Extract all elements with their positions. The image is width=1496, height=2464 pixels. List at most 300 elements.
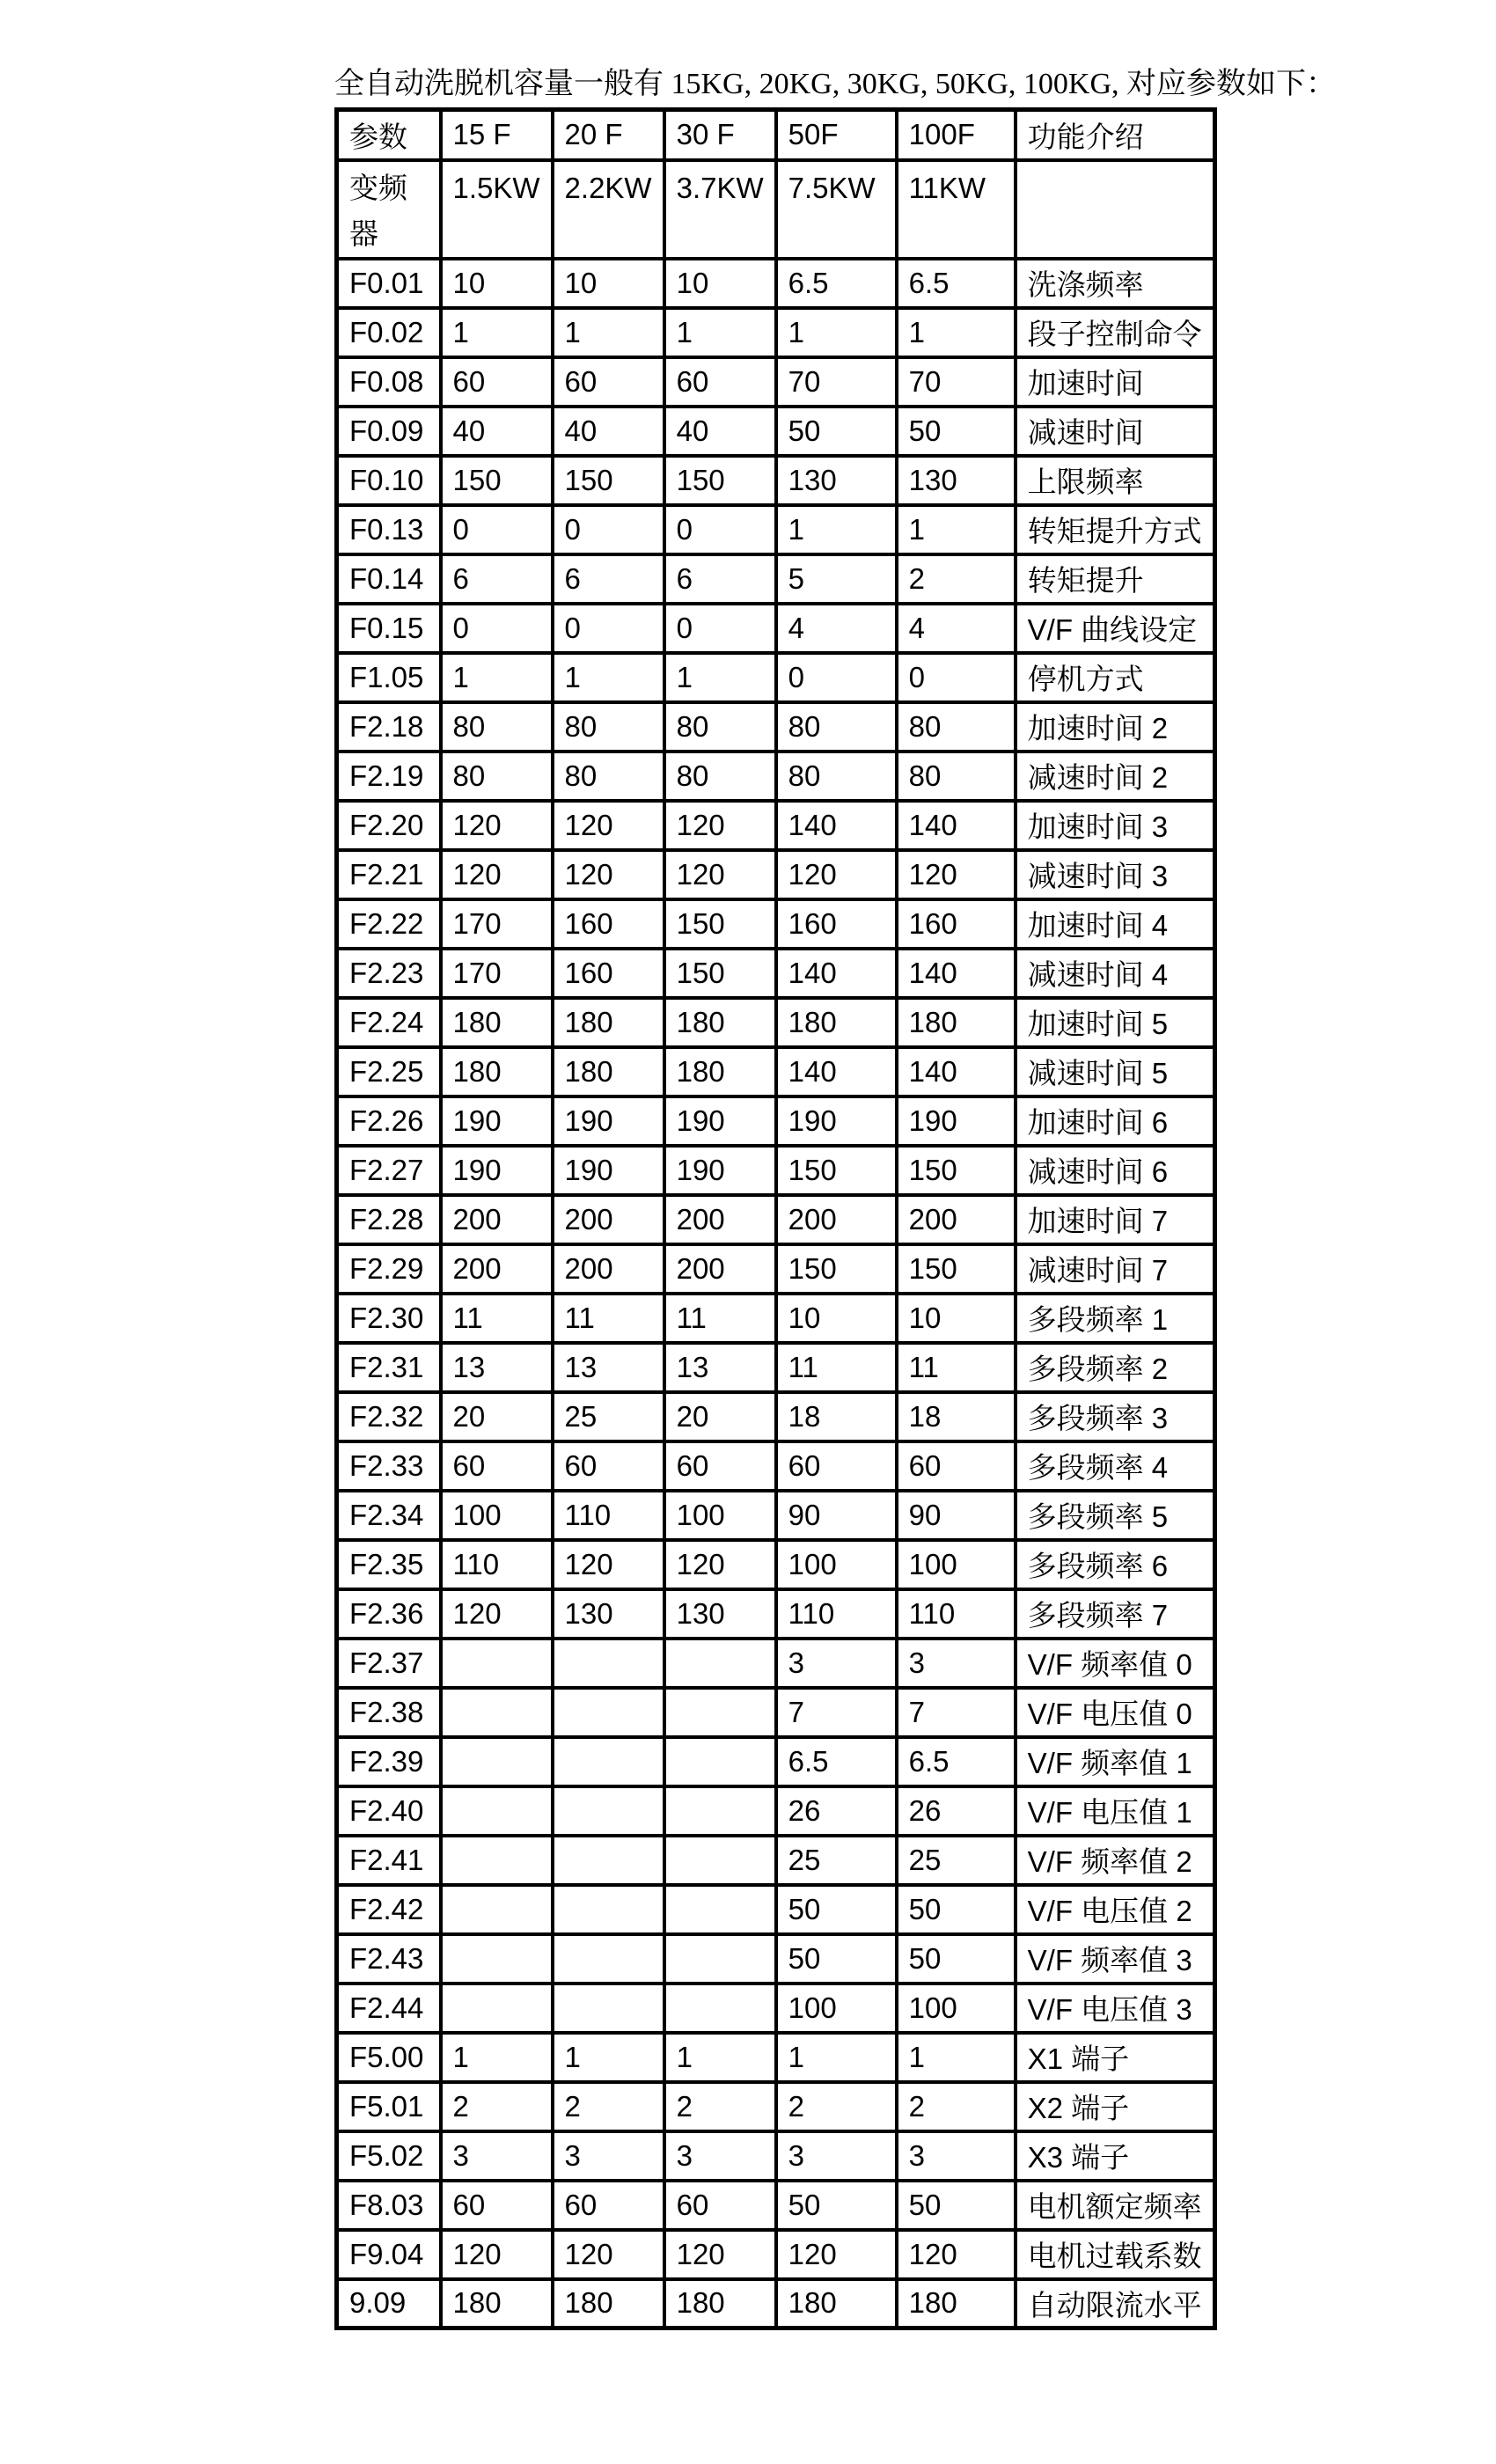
value-cell-20f: 180	[553, 2279, 664, 2328]
value-cell-30f: 190	[664, 1096, 776, 1146]
function-cell: 多段频率 4	[1016, 1441, 1215, 1491]
table-row	[337, 1934, 1215, 1984]
table-row	[337, 1392, 1215, 1441]
value-cell-100f: 110	[897, 1589, 1016, 1639]
value-cell-30f: 3.7KW	[664, 160, 776, 259]
param-cell: F2.37	[337, 1639, 441, 1688]
table-row	[337, 2181, 1215, 2230]
value-cell-50f: 4	[776, 604, 897, 653]
param-cell: F2.30	[337, 1294, 441, 1343]
value-cell-50f: 2	[776, 2082, 897, 2131]
value-cell-100f: 11	[897, 1343, 1016, 1392]
function-cell: V/F 电压值 2	[1016, 1885, 1215, 1934]
table-row	[337, 2082, 1215, 2131]
value-cell-15f: 1.5KW	[441, 160, 553, 259]
table-row	[337, 1688, 1215, 1737]
value-cell-100f: 140	[897, 801, 1016, 850]
function-cell: V/F 频率值 2	[1016, 1836, 1215, 1885]
value-cell-30f: 120	[664, 850, 776, 899]
value-cell-50f: 50	[776, 2181, 897, 2230]
value-cell-100f: 130	[897, 456, 1016, 505]
value-cell-100f: 50	[897, 407, 1016, 456]
value-cell-20f: 130	[553, 1589, 664, 1639]
param-cell: F2.36	[337, 1589, 441, 1639]
param-cell: F0.13	[337, 505, 441, 554]
value-cell-30f: 13	[664, 1343, 776, 1392]
function-cell: V/F 频率值 1	[1016, 1737, 1215, 1786]
value-cell-100f: 3	[897, 2131, 1016, 2181]
value-cell-30f: 150	[664, 949, 776, 998]
value-cell-15f: 20	[441, 1392, 553, 1441]
value-cell-50f: 6.5	[776, 259, 897, 308]
value-cell-100f: 6.5	[897, 259, 1016, 308]
value-cell-20f: 200	[553, 1195, 664, 1244]
table-row	[337, 1343, 1215, 1392]
function-cell: V/F 电压值 0	[1016, 1688, 1215, 1737]
value-cell-30f: 120	[664, 1540, 776, 1589]
value-cell-100f: 50	[897, 1934, 1016, 1984]
value-cell-30f: 150	[664, 899, 776, 949]
value-cell-15f: 150	[441, 456, 553, 505]
value-cell-15f	[441, 1836, 553, 1885]
value-cell-15f: 1	[441, 2033, 553, 2082]
param-cell: F2.18	[337, 702, 441, 752]
param-cell: 变频器	[337, 160, 441, 259]
function-cell: 多段频率 3	[1016, 1392, 1215, 1441]
value-cell-100f: 10	[897, 1294, 1016, 1343]
function-cell: 转矩提升	[1016, 554, 1215, 604]
value-cell-100f: 50	[897, 1885, 1016, 1934]
value-cell-50f: 6.5	[776, 1737, 897, 1786]
value-cell-20f: 6	[553, 554, 664, 604]
param-cell: F2.19	[337, 752, 441, 801]
function-cell: 减速时间 2	[1016, 752, 1215, 801]
param-cell: F2.35	[337, 1540, 441, 1589]
value-cell-20f: 40	[553, 407, 664, 456]
function-cell: 多段频率 1	[1016, 1294, 1215, 1343]
value-cell-100f: 0	[897, 653, 1016, 702]
param-cell: F2.34	[337, 1491, 441, 1540]
function-cell: V/F 频率值 0	[1016, 1639, 1215, 1688]
value-cell-50f: 11	[776, 1343, 897, 1392]
param-cell: F2.40	[337, 1786, 441, 1836]
value-cell-100f: 140	[897, 1047, 1016, 1096]
value-cell-100f: 70	[897, 357, 1016, 407]
value-cell-20f	[553, 1836, 664, 1885]
value-cell-15f: 80	[441, 702, 553, 752]
value-cell-20f	[553, 1737, 664, 1786]
function-cell: 多段频率 5	[1016, 1491, 1215, 1540]
value-cell-50f: 18	[776, 1392, 897, 1441]
value-cell-15f: 11	[441, 1294, 553, 1343]
function-cell: 加速时间 6	[1016, 1096, 1215, 1146]
value-cell-50f: 190	[776, 1096, 897, 1146]
value-cell-15f: 100	[441, 1491, 553, 1540]
value-cell-20f: 13	[553, 1343, 664, 1392]
value-cell-50f: 150	[776, 1244, 897, 1294]
value-cell-100f: 2	[897, 554, 1016, 604]
value-cell-15f: 200	[441, 1244, 553, 1294]
value-cell-15f: 120	[441, 1589, 553, 1639]
function-cell: 加速时间 5	[1016, 998, 1215, 1047]
value-cell-20f: 10	[553, 259, 664, 308]
value-cell-20f: 180	[553, 1047, 664, 1096]
function-cell: 加速时间 2	[1016, 702, 1215, 752]
value-cell-50f: 10	[776, 1294, 897, 1343]
table-row	[337, 1737, 1215, 1786]
function-cell: 减速时间 5	[1016, 1047, 1215, 1096]
value-cell-20f	[553, 1639, 664, 1688]
value-cell-100f: 1	[897, 2033, 1016, 2082]
value-cell-15f: 190	[441, 1146, 553, 1195]
value-cell-15f	[441, 1984, 553, 2033]
value-cell-30f: 60	[664, 2181, 776, 2230]
table-row	[337, 1441, 1215, 1491]
value-cell-15f: 1	[441, 653, 553, 702]
table-row	[337, 407, 1215, 456]
table-row	[337, 2279, 1215, 2328]
function-cell: V/F 曲线设定	[1016, 604, 1215, 653]
value-cell-50f: 1	[776, 2033, 897, 2082]
value-cell-50f: 140	[776, 801, 897, 850]
param-cell: F5.01	[337, 2082, 441, 2131]
value-cell-50f: 26	[776, 1786, 897, 1836]
value-cell-20f	[553, 1885, 664, 1934]
table-row	[337, 1195, 1215, 1244]
value-cell-15f: 0	[441, 604, 553, 653]
value-cell-20f: 2	[553, 2082, 664, 2131]
value-cell-20f: 200	[553, 1244, 664, 1294]
value-cell-30f: 120	[664, 2230, 776, 2279]
value-cell-30f: 11	[664, 1294, 776, 1343]
function-cell: 减速时间	[1016, 407, 1215, 456]
value-cell-50f: 160	[776, 899, 897, 949]
value-cell-100f: 11KW	[897, 160, 1016, 259]
value-cell-20f: 190	[553, 1096, 664, 1146]
function-cell: 加速时间 4	[1016, 899, 1215, 949]
value-cell-20f: 1	[553, 2033, 664, 2082]
param-cell: F2.25	[337, 1047, 441, 1096]
value-cell-100f: 6.5	[897, 1737, 1016, 1786]
param-cell: F2.24	[337, 998, 441, 1047]
value-cell-30f	[664, 1737, 776, 1786]
value-cell-15f: 60	[441, 357, 553, 407]
value-cell-100f: 150	[897, 1146, 1016, 1195]
value-cell-30f: 60	[664, 357, 776, 407]
value-cell-15f: 60	[441, 1441, 553, 1491]
value-cell-15f: 190	[441, 1096, 553, 1146]
value-cell-20f: 2.2KW	[553, 160, 664, 259]
function-cell	[1016, 160, 1215, 259]
function-cell: 减速时间 6	[1016, 1146, 1215, 1195]
table-row	[337, 1836, 1215, 1885]
table-row	[337, 1047, 1215, 1096]
inverter-power-row	[337, 160, 1215, 259]
table-row	[337, 259, 1215, 308]
value-cell-30f	[664, 1786, 776, 1836]
value-cell-15f	[441, 1688, 553, 1737]
param-cell: F2.21	[337, 850, 441, 899]
function-cell: 加速时间 7	[1016, 1195, 1215, 1244]
value-cell-100f: 26	[897, 1786, 1016, 1836]
column-header-0: 参数	[337, 110, 441, 160]
value-cell-20f: 160	[553, 949, 664, 998]
value-cell-20f: 60	[553, 1441, 664, 1491]
value-cell-50f: 1	[776, 308, 897, 357]
table-row	[337, 1294, 1215, 1343]
value-cell-20f: 120	[553, 2230, 664, 2279]
value-cell-50f: 150	[776, 1146, 897, 1195]
table-row	[337, 1146, 1215, 1195]
value-cell-50f: 50	[776, 1885, 897, 1934]
column-header-5: 100F	[897, 110, 1016, 160]
value-cell-100f: 25	[897, 1836, 1016, 1885]
value-cell-100f: 4	[897, 604, 1016, 653]
function-cell: 自动限流水平	[1016, 2279, 1215, 2328]
param-cell: F0.02	[337, 308, 441, 357]
value-cell-100f: 100	[897, 1540, 1016, 1589]
param-cell: F0.10	[337, 456, 441, 505]
param-cell: 9.09	[337, 2279, 441, 2328]
value-cell-15f: 60	[441, 2181, 553, 2230]
value-cell-50f: 7	[776, 1688, 897, 1737]
param-cell: F2.44	[337, 1984, 441, 2033]
value-cell-30f: 200	[664, 1244, 776, 1294]
table-row	[337, 1540, 1215, 1589]
param-cell: F2.20	[337, 801, 441, 850]
value-cell-15f: 180	[441, 2279, 553, 2328]
table-row	[337, 554, 1215, 604]
value-cell-15f: 6	[441, 554, 553, 604]
param-cell: F8.03	[337, 2181, 441, 2230]
table-row	[337, 2033, 1215, 2082]
function-cell: 洗涤频率	[1016, 259, 1215, 308]
value-cell-50f: 180	[776, 2279, 897, 2328]
page-title: 全自动洗脱机容量一般有 15KG, 20KG, 30KG, 50KG, 100KG, 对应参数如下：	[334, 68, 1337, 100]
value-cell-50f: 5	[776, 554, 897, 604]
value-cell-15f: 2	[441, 2082, 553, 2131]
value-cell-20f	[553, 1984, 664, 2033]
function-cell: 多段频率 2	[1016, 1343, 1215, 1392]
value-cell-100f: 80	[897, 702, 1016, 752]
value-cell-20f: 1	[553, 653, 664, 702]
param-cell: F0.15	[337, 604, 441, 653]
table-row	[337, 1786, 1215, 1836]
value-cell-30f: 10	[664, 259, 776, 308]
value-cell-20f: 120	[553, 1540, 664, 1589]
value-cell-100f: 100	[897, 1984, 1016, 2033]
value-cell-100f: 80	[897, 752, 1016, 801]
value-cell-20f: 110	[553, 1491, 664, 1540]
value-cell-20f: 150	[553, 456, 664, 505]
value-cell-30f: 1	[664, 308, 776, 357]
value-cell-15f	[441, 1737, 553, 1786]
value-cell-30f	[664, 1639, 776, 1688]
value-cell-100f: 120	[897, 850, 1016, 899]
value-cell-20f	[553, 1786, 664, 1836]
value-cell-50f: 180	[776, 998, 897, 1047]
value-cell-100f: 60	[897, 1441, 1016, 1491]
param-cell: F2.28	[337, 1195, 441, 1244]
value-cell-20f: 60	[553, 2181, 664, 2230]
table-body	[337, 160, 1215, 2328]
function-cell: X1 端子	[1016, 2033, 1215, 2082]
value-cell-100f: 190	[897, 1096, 1016, 1146]
value-cell-30f: 1	[664, 2033, 776, 2082]
value-cell-100f: 120	[897, 2230, 1016, 2279]
table-header	[337, 110, 1215, 160]
value-cell-20f: 80	[553, 702, 664, 752]
function-cell: V/F 电压值 1	[1016, 1786, 1215, 1836]
value-cell-100f: 90	[897, 1491, 1016, 1540]
value-cell-100f: 160	[897, 899, 1016, 949]
value-cell-50f: 120	[776, 2230, 897, 2279]
value-cell-50f: 3	[776, 2131, 897, 2181]
function-cell: 多段频率 6	[1016, 1540, 1215, 1589]
value-cell-15f: 80	[441, 752, 553, 801]
value-cell-50f: 70	[776, 357, 897, 407]
value-cell-20f	[553, 1688, 664, 1737]
value-cell-20f: 190	[553, 1146, 664, 1195]
param-cell: F2.39	[337, 1737, 441, 1786]
param-cell: F5.00	[337, 2033, 441, 2082]
param-cell: F0.08	[337, 357, 441, 407]
value-cell-20f: 3	[553, 2131, 664, 2181]
value-cell-50f: 7.5KW	[776, 160, 897, 259]
value-cell-50f: 110	[776, 1589, 897, 1639]
value-cell-15f: 120	[441, 850, 553, 899]
param-cell: F1.05	[337, 653, 441, 702]
table-row	[337, 2230, 1215, 2279]
function-cell: 加速时间	[1016, 357, 1215, 407]
value-cell-20f: 160	[553, 899, 664, 949]
value-cell-15f: 120	[441, 801, 553, 850]
table-row	[337, 899, 1215, 949]
table-row	[337, 456, 1215, 505]
table-row	[337, 1984, 1215, 2033]
function-cell: 停机方式	[1016, 653, 1215, 702]
param-cell: F2.32	[337, 1392, 441, 1441]
function-cell: 减速时间 7	[1016, 1244, 1215, 1294]
value-cell-15f: 120	[441, 2230, 553, 2279]
param-cell: F2.26	[337, 1096, 441, 1146]
value-cell-15f: 200	[441, 1195, 553, 1244]
value-cell-15f: 180	[441, 1047, 553, 1096]
value-cell-20f: 0	[553, 604, 664, 653]
value-cell-30f	[664, 1984, 776, 2033]
column-header-3: 30 F	[664, 110, 776, 160]
value-cell-50f: 0	[776, 653, 897, 702]
value-cell-30f: 150	[664, 456, 776, 505]
param-cell: F2.43	[337, 1934, 441, 1984]
value-cell-30f: 3	[664, 2131, 776, 2181]
value-cell-100f: 180	[897, 2279, 1016, 2328]
param-cell: F2.31	[337, 1343, 441, 1392]
value-cell-30f: 120	[664, 801, 776, 850]
value-cell-100f: 1	[897, 308, 1016, 357]
param-cell: F0.14	[337, 554, 441, 604]
table-row	[337, 949, 1215, 998]
param-cell: F0.09	[337, 407, 441, 456]
value-cell-50f: 140	[776, 1047, 897, 1096]
value-cell-30f: 20	[664, 1392, 776, 1441]
value-cell-20f: 1	[553, 308, 664, 357]
value-cell-30f: 180	[664, 1047, 776, 1096]
value-cell-15f: 40	[441, 407, 553, 456]
value-cell-50f: 25	[776, 1836, 897, 1885]
value-cell-30f: 40	[664, 407, 776, 456]
table-row	[337, 308, 1215, 357]
value-cell-30f: 1	[664, 653, 776, 702]
table-row	[337, 1096, 1215, 1146]
column-header-2: 20 F	[553, 110, 664, 160]
function-cell: 减速时间 3	[1016, 850, 1215, 899]
value-cell-100f: 18	[897, 1392, 1016, 1441]
table-row	[337, 801, 1215, 850]
value-cell-100f: 140	[897, 949, 1016, 998]
param-cell: F2.38	[337, 1688, 441, 1737]
table-row	[337, 604, 1215, 653]
function-cell: X3 端子	[1016, 2131, 1215, 2181]
value-cell-30f: 0	[664, 505, 776, 554]
function-cell: 多段频率 7	[1016, 1589, 1215, 1639]
value-cell-50f: 50	[776, 1934, 897, 1984]
value-cell-50f: 60	[776, 1441, 897, 1491]
function-cell: V/F 电压值 3	[1016, 1984, 1215, 2033]
table-row	[337, 1589, 1215, 1639]
value-cell-50f: 100	[776, 1540, 897, 1589]
table-row	[337, 653, 1215, 702]
value-cell-100f: 50	[897, 2181, 1016, 2230]
value-cell-50f: 100	[776, 1984, 897, 2033]
function-cell: X2 端子	[1016, 2082, 1215, 2131]
value-cell-30f	[664, 1688, 776, 1737]
table-row	[337, 357, 1215, 407]
value-cell-30f: 100	[664, 1491, 776, 1540]
value-cell-30f: 80	[664, 702, 776, 752]
value-cell-15f: 170	[441, 949, 553, 998]
value-cell-50f: 90	[776, 1491, 897, 1540]
value-cell-30f: 2	[664, 2082, 776, 2131]
value-cell-30f	[664, 1885, 776, 1934]
value-cell-20f: 180	[553, 998, 664, 1047]
param-cell: F5.02	[337, 2131, 441, 2181]
value-cell-50f: 80	[776, 752, 897, 801]
function-cell: V/F 频率值 3	[1016, 1934, 1215, 1984]
function-cell: 上限频率	[1016, 456, 1215, 505]
table-row	[337, 1491, 1215, 1540]
value-cell-15f	[441, 1639, 553, 1688]
value-cell-15f: 10	[441, 259, 553, 308]
value-cell-15f: 3	[441, 2131, 553, 2181]
header-row	[337, 110, 1215, 160]
value-cell-30f: 0	[664, 604, 776, 653]
value-cell-100f: 7	[897, 1688, 1016, 1737]
value-cell-50f: 120	[776, 850, 897, 899]
table-row	[337, 998, 1215, 1047]
value-cell-15f: 13	[441, 1343, 553, 1392]
value-cell-50f: 80	[776, 702, 897, 752]
value-cell-100f: 180	[897, 998, 1016, 1047]
value-cell-50f: 1	[776, 505, 897, 554]
param-cell: F2.41	[337, 1836, 441, 1885]
value-cell-50f: 3	[776, 1639, 897, 1688]
function-cell: 电机过载系数	[1016, 2230, 1215, 2279]
value-cell-20f: 120	[553, 850, 664, 899]
function-cell: 加速时间 3	[1016, 801, 1215, 850]
value-cell-50f: 200	[776, 1195, 897, 1244]
param-cell: F2.27	[337, 1146, 441, 1195]
